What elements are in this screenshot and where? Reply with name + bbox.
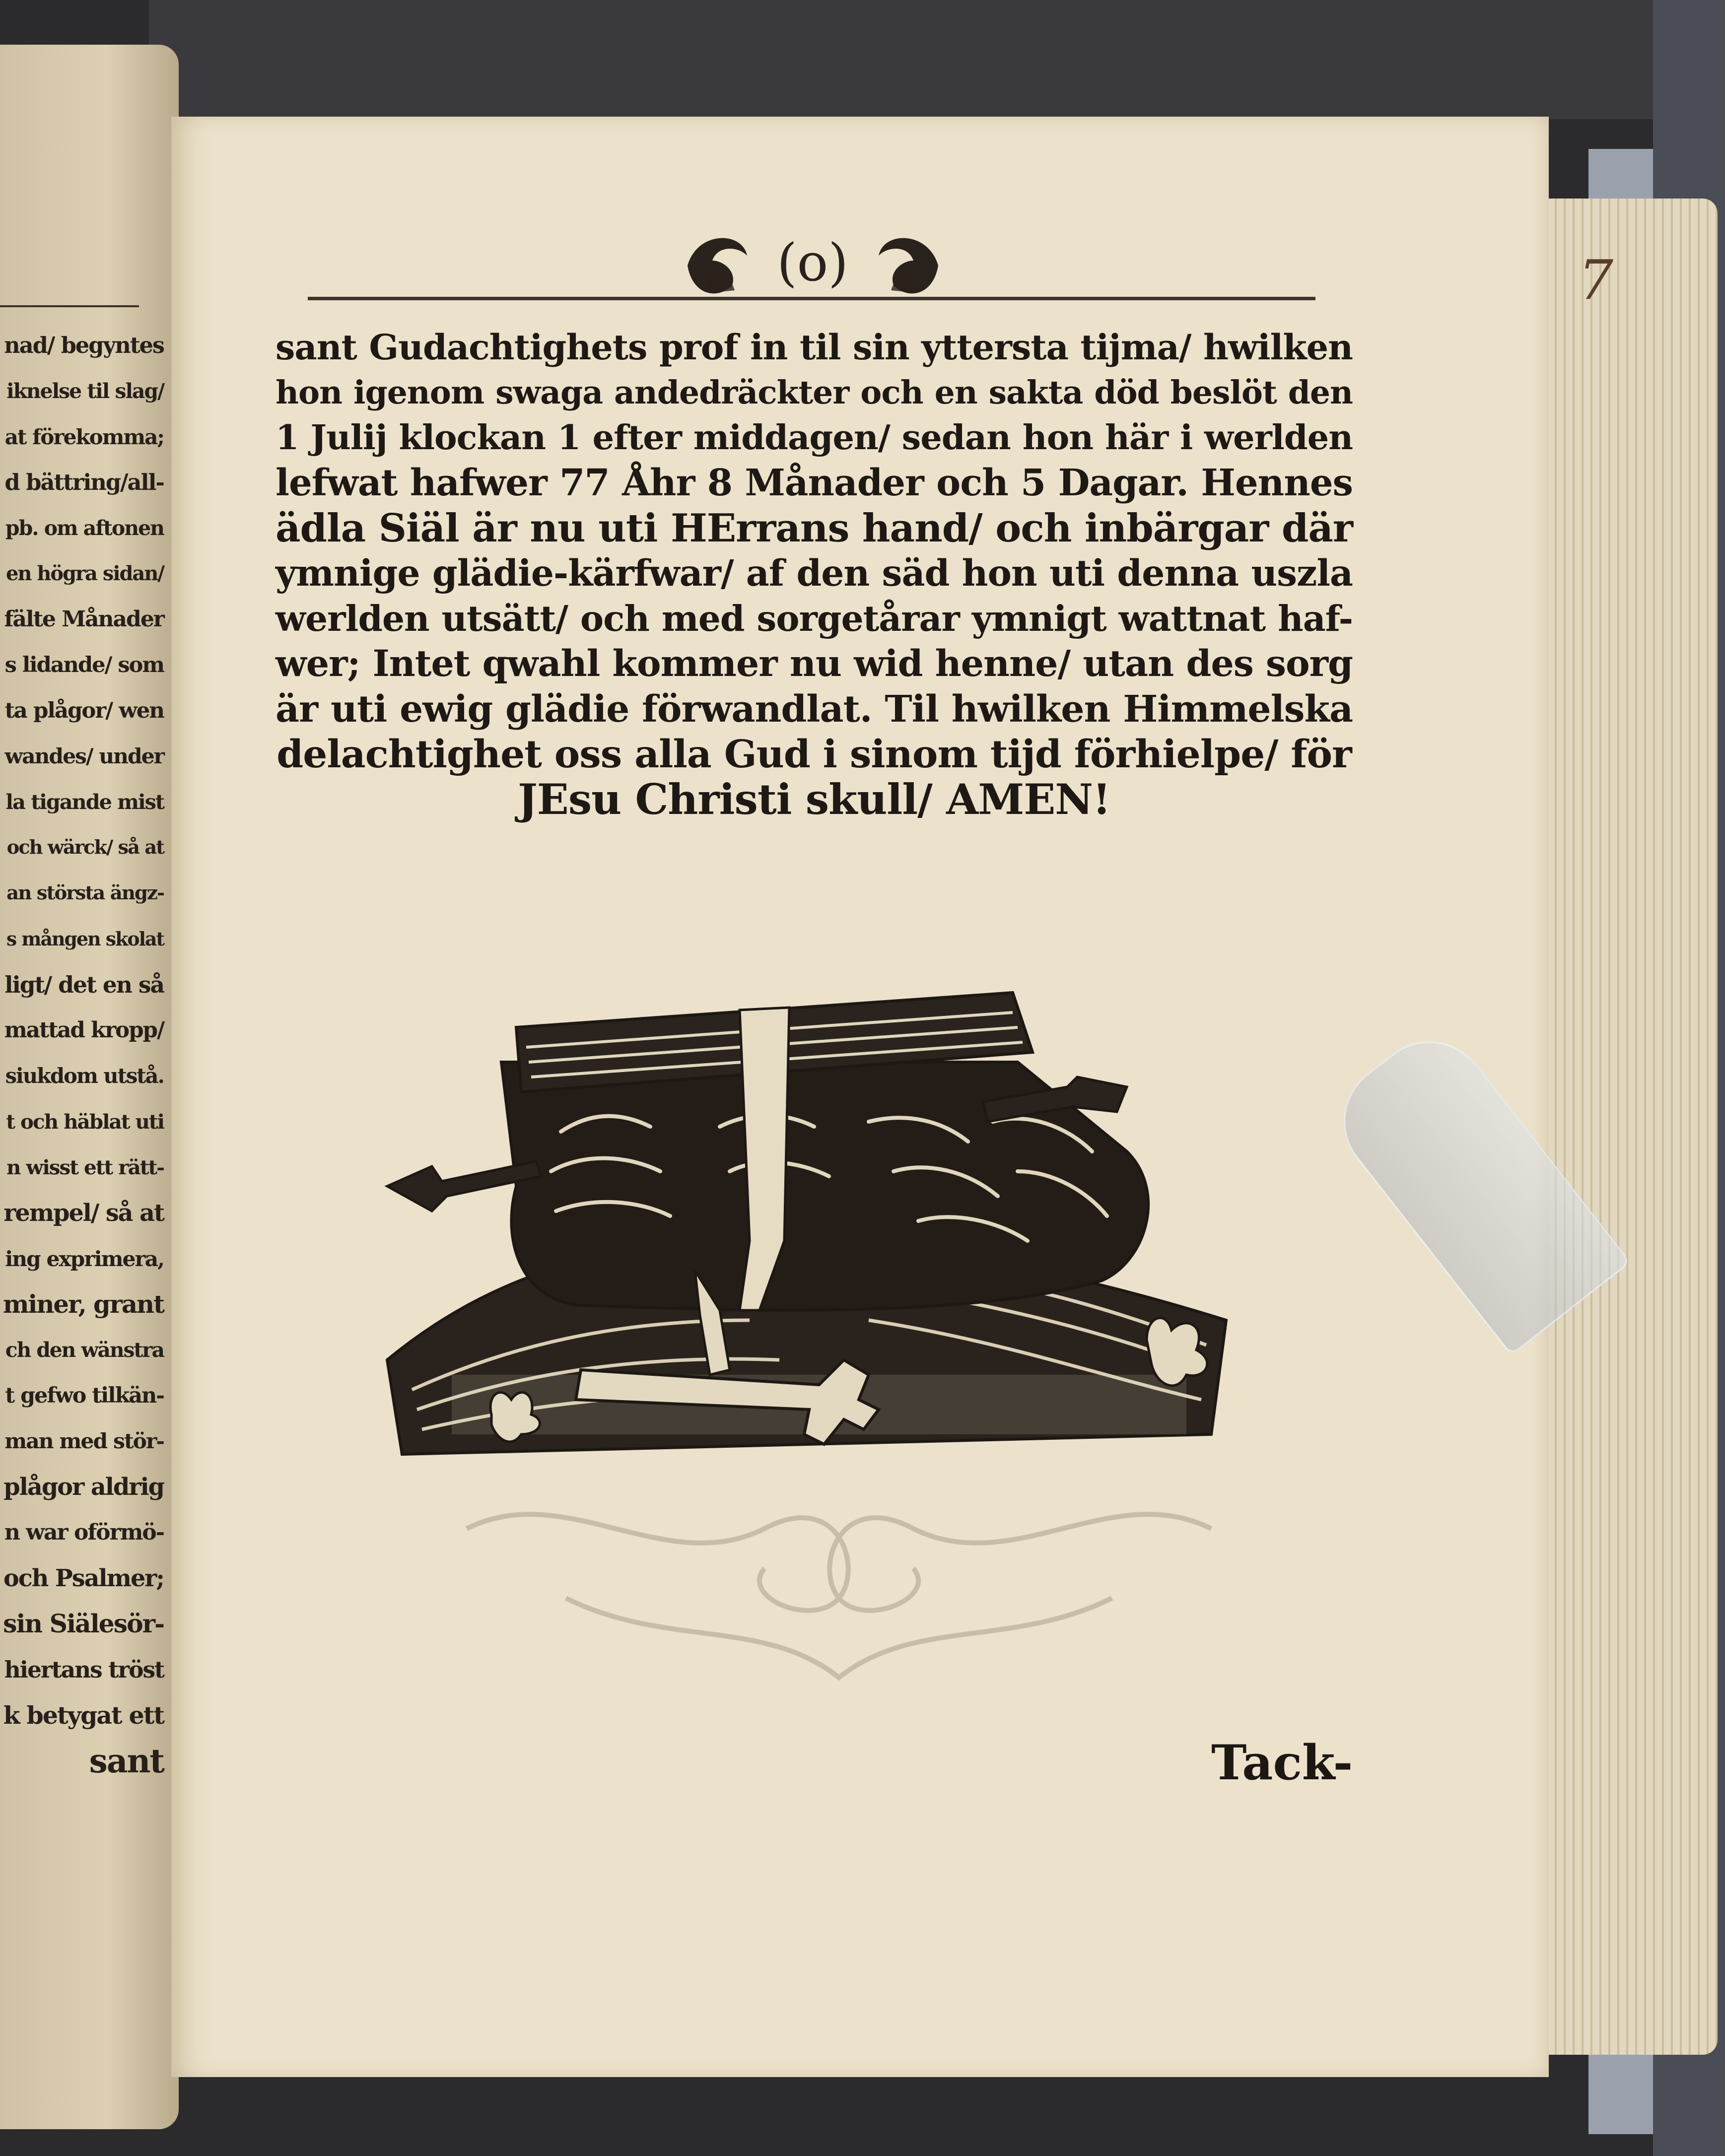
body-line: ädla Siäl är nu uti HErrans hand/ och inbärgar där xyxy=(276,506,1353,551)
left-page-line: la tigande mist xyxy=(5,790,164,814)
bleed-through-flourish xyxy=(417,1469,1261,1697)
left-page-line: n wisst ett rätt- xyxy=(6,1155,164,1179)
left-page-line: en högra sidan/ xyxy=(6,562,164,585)
left-page-line: och wärck/ så at xyxy=(6,836,164,859)
left-page-line: s lidande/ som xyxy=(4,653,164,677)
left-page-line: iknelse til slag/ xyxy=(6,379,164,403)
left-page-line: sant xyxy=(89,1742,164,1780)
left-page-line: wandes/ under xyxy=(4,744,164,769)
left-page-line: hiertans tröst xyxy=(4,1656,164,1683)
header-ornament xyxy=(683,226,943,305)
left-page-line: siukdom utstå. xyxy=(5,1064,164,1088)
body-line: lefwat hafwer 77 Åhr 8 Månader och 5 Dagar. Hennes xyxy=(276,462,1353,504)
header-rule xyxy=(308,297,1315,300)
left-page-line: at förekomma; xyxy=(4,424,164,449)
body-text xyxy=(276,325,1353,822)
page-edges xyxy=(1539,199,1718,2055)
left-page-line: d bättring/all- xyxy=(4,469,164,495)
left-page-line: ta plågor/ wen xyxy=(4,698,164,723)
body-line: 1 Julij klockan 1 efter middagen/ sedan hon här i werlden xyxy=(276,418,1353,458)
left-page-line: plågor aldrig xyxy=(3,1473,164,1501)
left-page-line: mattad kropp/ xyxy=(4,1017,164,1043)
left-page-line: fälte Månader xyxy=(4,606,164,632)
left-page-line: sin Siälesör- xyxy=(3,1609,164,1638)
left-page-line: pb. om aftonen xyxy=(5,516,164,540)
body-line: hon igenom swaga andedräckter och en sakta död beslöt den xyxy=(276,374,1353,411)
left-page-line: an största ängz- xyxy=(6,882,164,904)
backdrop-cloth xyxy=(149,0,1725,119)
left-page-line: miner, grant xyxy=(3,1289,164,1319)
coffin-woodcut xyxy=(372,963,1246,1464)
closing-line: JEsu Christi skull/ AMEN! xyxy=(518,775,1110,824)
left-page-line: och Psalmer; xyxy=(3,1564,164,1592)
left-page-line: ing exprimera, xyxy=(5,1246,164,1271)
closing-line: delachtighet oss alla Gud i sinom tijd förhielpe/ för xyxy=(276,732,1352,777)
page-number: 7 xyxy=(1579,248,1613,312)
body-line: är uti ewig glädie förwandlat. Til hwilken Himmelska xyxy=(276,687,1353,731)
body-line: wer; Intet qwahl kommer nu wid henne/ utan des sorg xyxy=(276,643,1353,685)
left-page-text xyxy=(0,323,164,1784)
left-page xyxy=(0,45,179,2129)
left-page-line: k betygat ett xyxy=(3,1701,164,1730)
catchword: Tack- xyxy=(1211,1735,1353,1791)
left-page-line: s mången skolat xyxy=(6,928,164,950)
left-page-line: t gefwo tilkän- xyxy=(5,1383,164,1408)
left-page-rule xyxy=(0,305,139,307)
body-line: werlden utsätt/ och med sorgetårar ymnigt wattnat haf- xyxy=(276,598,1353,639)
header-ornament-label: (o) xyxy=(777,232,848,293)
left-page-line: ch den wänstra xyxy=(5,1338,164,1362)
left-page-line: nad/ begyntes xyxy=(4,332,164,358)
left-page-line: t och häblat uti xyxy=(6,1110,164,1134)
left-page-line: rempel/ så at xyxy=(3,1199,164,1227)
left-page-line: n war oförmö- xyxy=(4,1520,164,1545)
body-line: sant Gudachtighets prof in til sin yttersta tijma/ hwilken xyxy=(276,327,1353,368)
left-page-line: man med stör- xyxy=(4,1429,164,1454)
body-line: ymnige glädie-kärfwar/ af den säd hon uti denna uszla xyxy=(276,552,1353,595)
left-page-line: ligt/ det en så xyxy=(4,971,164,998)
